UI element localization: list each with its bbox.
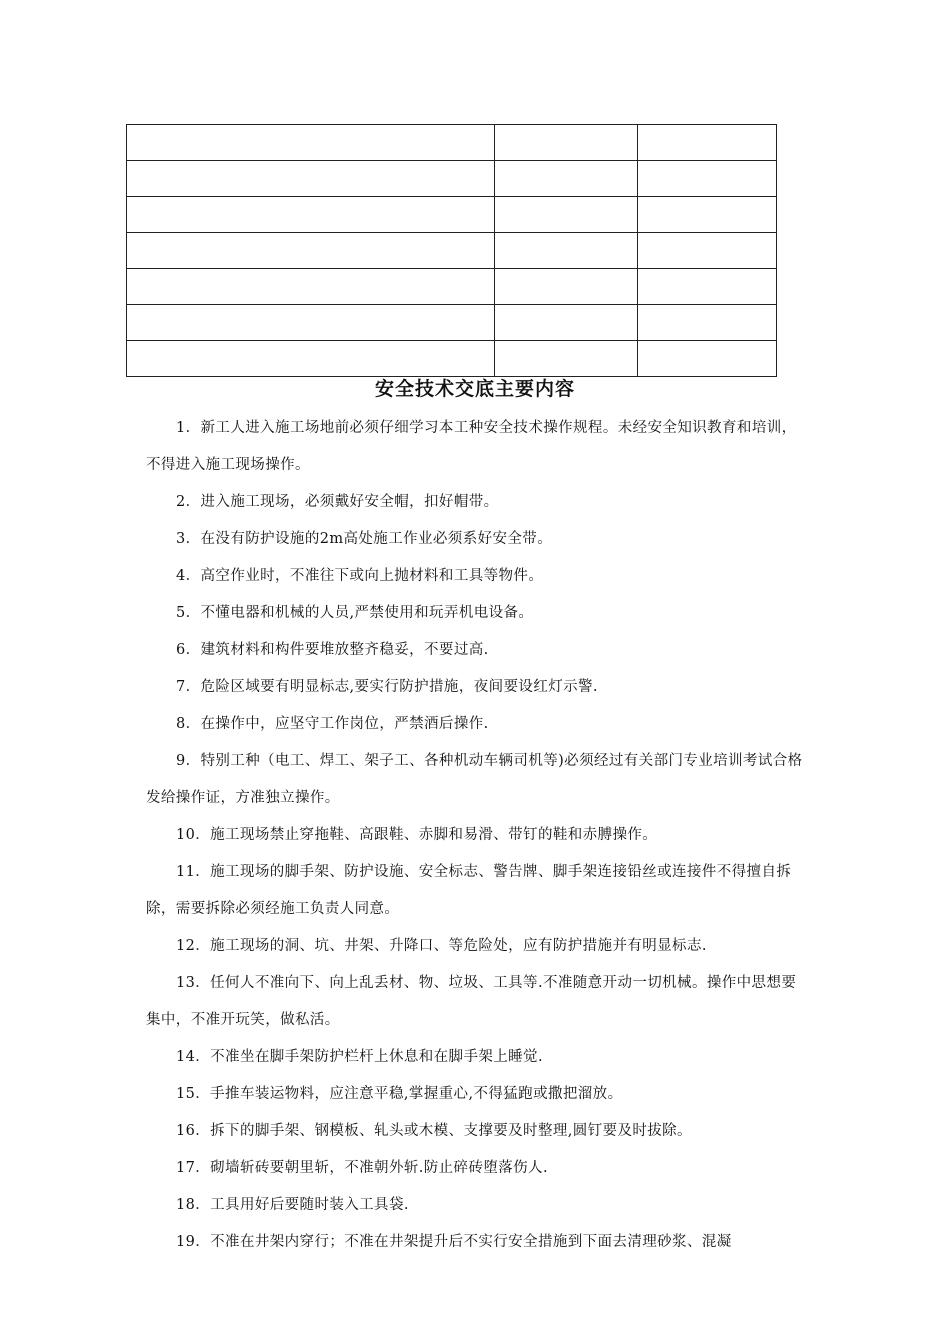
list-item: 5．不懂电器和机械的人员,严禁使用和玩弄机电设备。 (176, 605, 534, 621)
table-cell (127, 125, 495, 161)
table-cell (127, 269, 495, 305)
list-item: 15．手推车装运物料，应注意平稳,掌握重心,不得猛跑或撒把溜放。 (176, 1086, 623, 1102)
table-cell (127, 305, 495, 341)
table-row (127, 305, 777, 341)
table-cell (495, 341, 638, 377)
table-row (127, 125, 777, 161)
table-cell (638, 233, 777, 269)
list-item: 1．新工人进入施工场地前必须仔细学习本工种安全技术操作规程。未经安全知识教育和培训，不得进入施工现场操作。 (146, 420, 797, 473)
blank-form-table (126, 124, 777, 377)
table-cell (495, 197, 638, 233)
document-title: 安全技术交底主要内容 (374, 378, 575, 400)
list-item: 16．拆下的脚手架、钢模板、轧头或木模、支撑要及时整理,圆钉要及时拔除。 (176, 1123, 692, 1139)
list-item: 11．施工现场的脚手架、防护设施、安全标志、警告牌、脚手架连接铅丝或连接件不得擅自拆除，需要拆除必须经施工负责人同意。 (146, 864, 792, 917)
table-cell (638, 341, 777, 377)
table-cell (638, 161, 777, 197)
table-row (127, 197, 777, 233)
table-cell (638, 197, 777, 233)
table-row (127, 161, 777, 197)
table-cell (495, 233, 638, 269)
table-row (127, 341, 777, 377)
list-item: 3．在没有防护设施的2m高处施工作业必须系好安全带。 (176, 531, 553, 547)
table-cell (638, 269, 777, 305)
list-item: 4．高空作业时，不准往下或向上抛材料和工具等物件。 (176, 568, 544, 584)
table-cell (127, 341, 495, 377)
table-cell (495, 125, 638, 161)
table-row (127, 233, 777, 269)
list-item: 13．任何人不准向下、向上乱丢材、物、垃圾、工具等.不准随意开动一切机械。操作中思想要集中，不准开玩笑，做私活。 (146, 975, 797, 1028)
table-cell (495, 161, 638, 197)
table-cell (495, 269, 638, 305)
table-cell (495, 305, 638, 341)
list-item: 7．危险区域要有明显标志,要实行防护措施，夜间要设红灯示警. (176, 679, 598, 695)
table-cell (127, 161, 495, 197)
table-row (127, 269, 777, 305)
list-item: 18．工具用好后要随时装入工具袋. (176, 1197, 409, 1213)
list-item: 8．在操作中，应坚守工作岗位，严禁酒后操作. (176, 716, 489, 732)
list-item: 10．施工现场禁止穿拖鞋、高跟鞋、赤脚和易滑、带钉的鞋和赤膊操作。 (176, 827, 658, 843)
table-cell (127, 197, 495, 233)
list-item: 9．特别工种（电工、焊工、架子工、各种机动车辆司机等)必须经过有关部门专业培训考试合格发给操作证，方准独立操作。 (146, 753, 803, 806)
table-cell (638, 125, 777, 161)
list-item: 17．砌墙斩砖要朝里斩，不准朝外斩.防止碎砖堕落伤人. (176, 1160, 548, 1176)
list-item: 14．不准坐在脚手架防护栏杆上休息和在脚手架上睡觉. (176, 1049, 543, 1065)
table-cell (638, 305, 777, 341)
list-item: 6．建筑材料和构件要堆放整齐稳妥，不要过高. (176, 642, 489, 658)
list-item: 2．进入施工现场，必须戴好安全帽，扣好帽带。 (176, 494, 499, 510)
table-cell (127, 233, 495, 269)
list-item: 12．施工现场的洞、坑、井架、升降口、等危险处，应有防护措施并有明显标志. (176, 938, 707, 954)
safety-items-list (146, 410, 810, 1261)
list-item: 19．不准在井架内穿行；不准在井架提升后不实行安全措施到下面去清理砂浆、混凝 (176, 1234, 732, 1250)
